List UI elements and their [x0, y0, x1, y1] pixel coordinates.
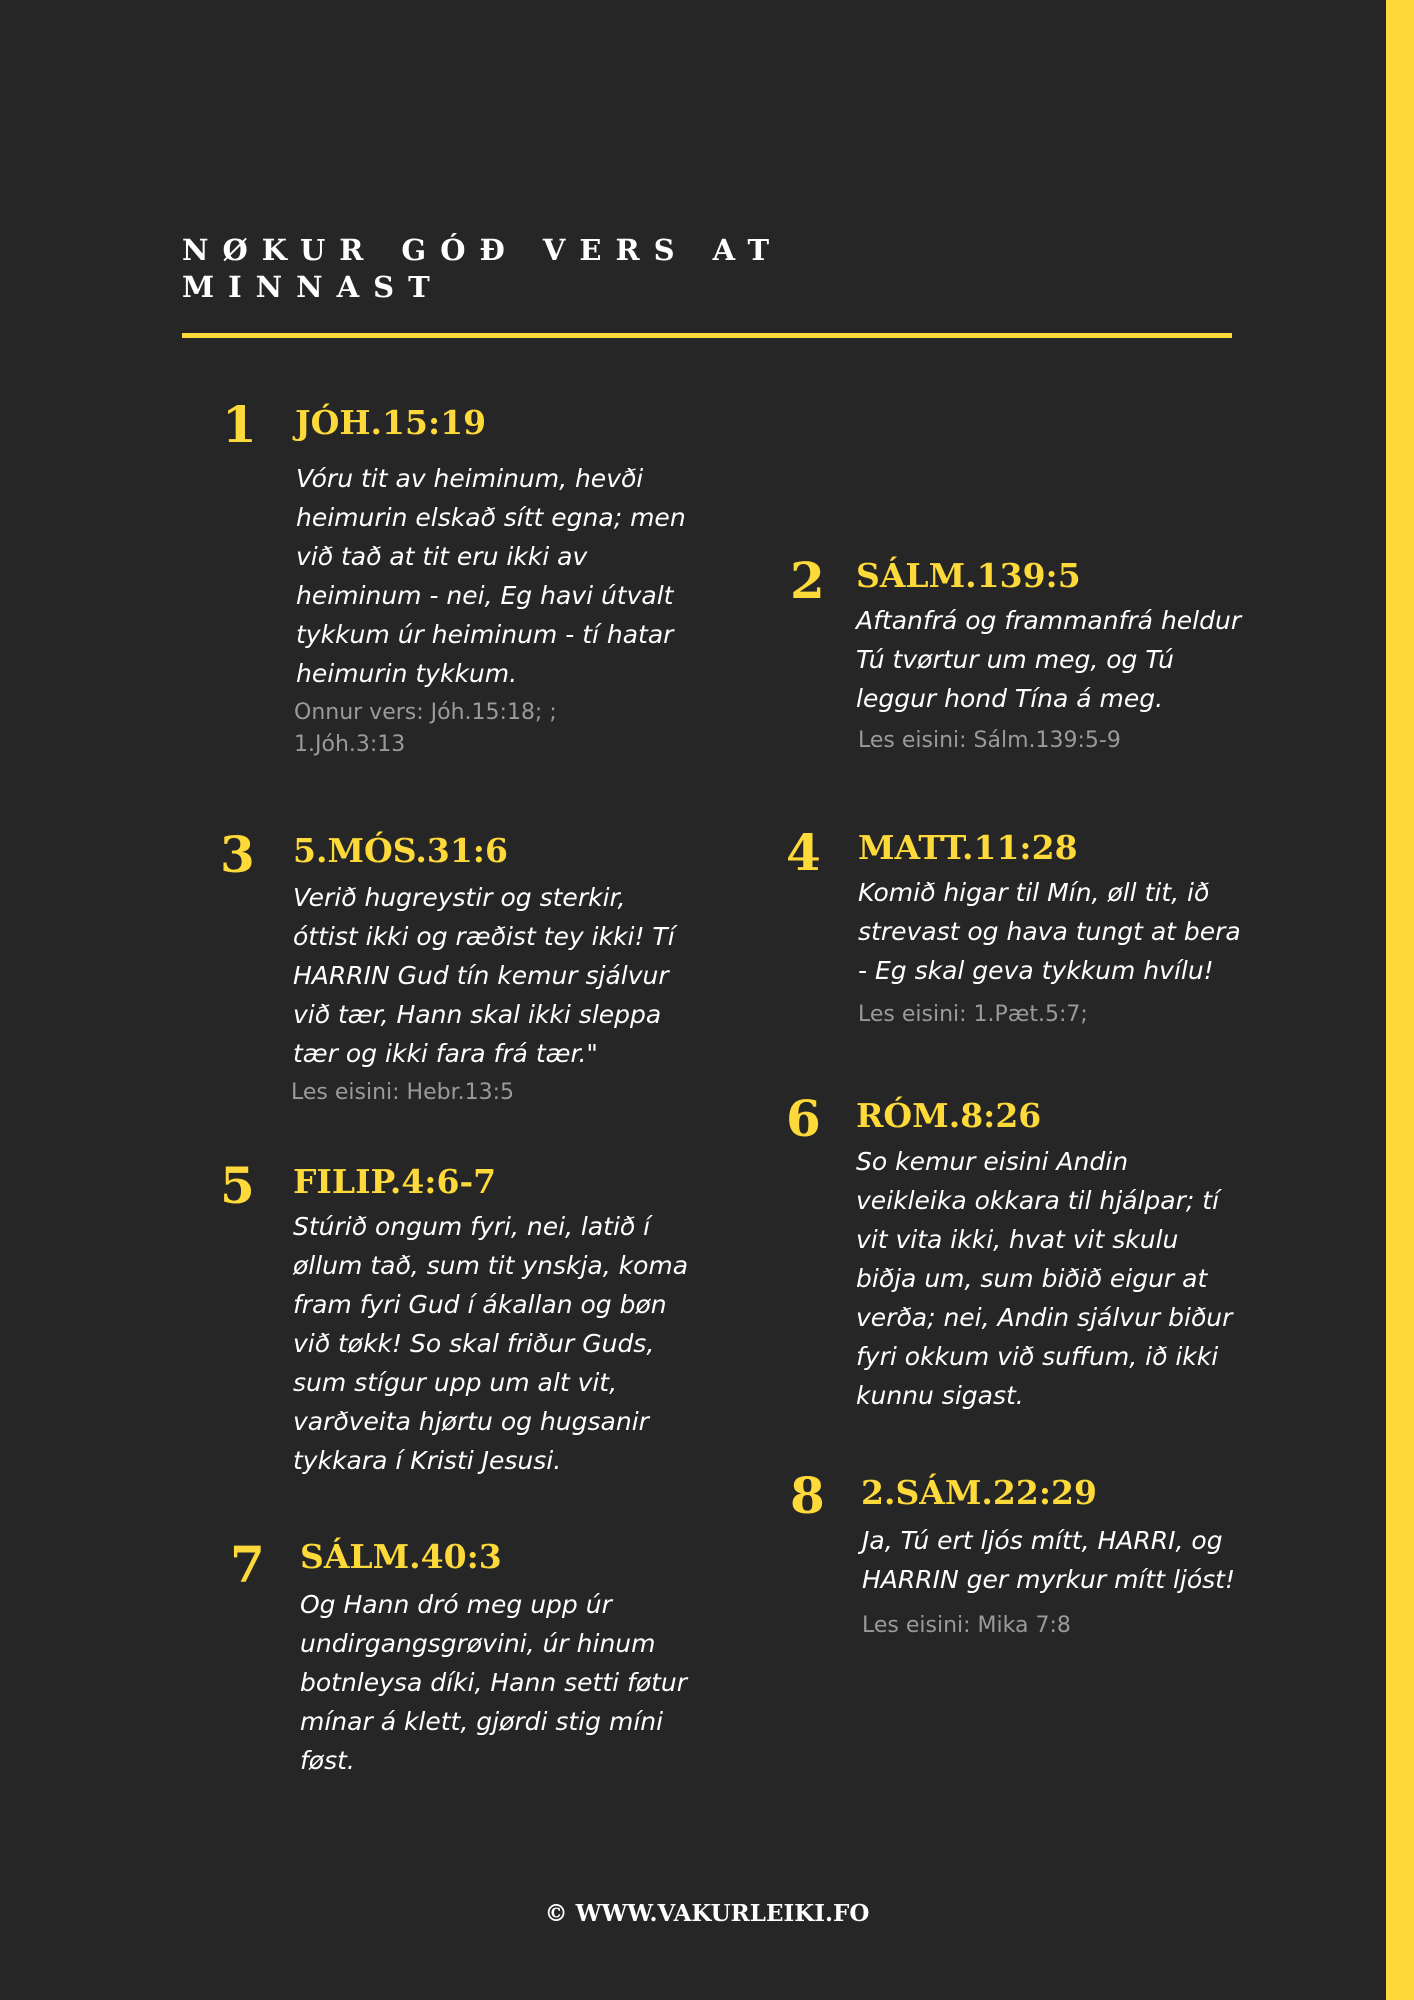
verse-reference: 2.SÁM.22:29 [861, 1473, 1097, 1512]
verse-text: Aftanfrá og frammanfrá heldur Tú tvørtur um meg, og Tú leggur hond Tína á meg. [856, 606, 1242, 713]
verse-note: Les eisini: Sálm.139:5-9 [858, 728, 1121, 753]
verse-number: 2 [790, 551, 825, 610]
verse-number: 7 [230, 1535, 265, 1594]
verse-text: Verið hugreystir og sterkir, óttist ikki og ræðist tey ikki! Tí HARRIN Gud tín kemur sjálvur við tær, Hann skal ikki sleppa tær og ikki fara frá tær." [293, 883, 675, 1068]
verse-reference: 5.MÓS.31:6 [293, 831, 508, 870]
verse-text: Stúrið ongum fyri, nei, latið í øllum tað, sum tit ynskja, koma fram fyri Gud í ákallan og bøn við tøkk! So skal friður Guds, sum stígur upp um alt vit, varðveita hjørtu og hugsanir tykkara í Kristi Jesusi. [293, 1212, 689, 1475]
footer-copyright: © WWW.VAKURLEIKI.FO [544, 1900, 870, 1927]
verse-number: 4 [786, 823, 821, 882]
verse-note: Les eisini: Mika 7:8 [862, 1613, 1071, 1638]
verse-text: Ja, Tú ert ljós mítt, HARRI, og HARRIN ger myrkur mítt ljóst! [862, 1526, 1235, 1594]
verse-reference: RÓM.8:26 [856, 1096, 1042, 1135]
verse-reference: FILIP.4:6-7 [293, 1162, 497, 1201]
verse-text: So kemur eisini Andin veikleika okkara til hjálpar; tí vit vita ikki, hvat vit skulu biðja um, sum biðið eigur at verða; nei, Andin sjálvur biður fyri okkum við suffum, ið ikki kunnu sigast. [856, 1147, 1233, 1410]
verse-reference: MATT.11:28 [858, 828, 1078, 867]
title-divider [182, 333, 1232, 338]
verse-note: Onnur vers: Jóh.15:18; ; 1.Jóh.3:13 [294, 700, 557, 757]
verse-reference: JÓH.15:19 [295, 403, 487, 442]
page-title: NØKUR GÓÐ VERS AT MINNAST [182, 233, 784, 304]
verse-number: 6 [786, 1089, 821, 1148]
verse-reference: SÁLM.40:3 [300, 1537, 502, 1576]
verse-text: Komið higar til Mín, øll tit, ið strevast og hava tungt at bera - Eg skal geva tykkum hvílu! [858, 878, 1241, 985]
verse-note: Les eisini: Hebr.13:5 [291, 1080, 515, 1105]
verse-number: 5 [220, 1156, 255, 1215]
verse-reference: SÁLM.139:5 [856, 556, 1081, 595]
verse-number: 3 [220, 825, 255, 884]
verse-number: 8 [790, 1466, 825, 1525]
verse-text: Vóru tit av heiminum, hevði heimurin elskað sítt egna; men við tað at tit eru ikki av heiminum - nei, Eg havi útvalt tykkum úr heiminum - tí hatar heimurin tykkum. [296, 464, 686, 688]
verse-text: Og Hann dró meg upp úr undirgangsgrøvini, úr hinum botnleysa díki, Hann setti føtur mínar á klett, gjørdi stig míni føst. [300, 1590, 688, 1775]
verse-note: Les eisini: 1.Pæt.5:7; [858, 1002, 1088, 1027]
verse-number: 1 [222, 395, 257, 454]
accent-sidebar [1386, 0, 1414, 2000]
